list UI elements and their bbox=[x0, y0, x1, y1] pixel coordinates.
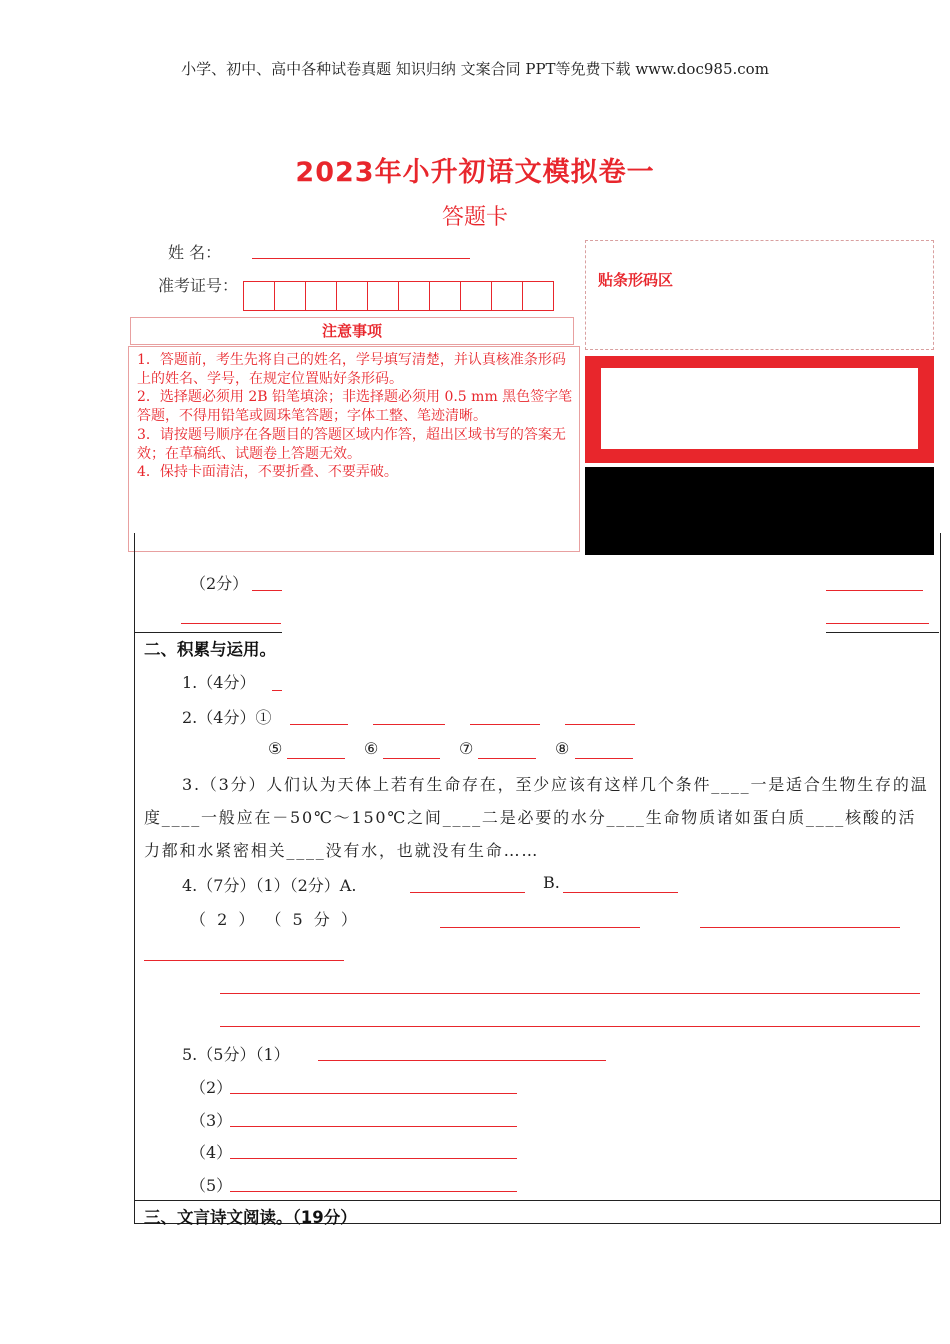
q2-mark: ⑧ bbox=[555, 739, 570, 758]
q4-answer-line[interactable] bbox=[700, 927, 900, 928]
q3-text: 3.（3分）人们认为天体上若有生命存在，至少应该有这样几个条件____一是适合生物生存的温度____一般应在－50℃～150℃之间____二是必要的水分____生命物质诸如蛋白质____核酸的活力都和水紧密相关____没有水，也就没有生命…… bbox=[144, 775, 929, 860]
section3-heading: 三、文言诗文阅读。（19分） bbox=[144, 1208, 357, 1227]
q2-label: 2.（4分）① bbox=[182, 708, 272, 727]
q2-answer-line[interactable] bbox=[287, 758, 345, 759]
section-divider bbox=[134, 1200, 940, 1201]
q4-answer-line[interactable] bbox=[220, 993, 920, 994]
page-subtitle: 答题卡 bbox=[441, 205, 508, 230]
q5-answer-line[interactable] bbox=[318, 1060, 606, 1061]
q1-answer-line[interactable] bbox=[272, 690, 282, 691]
exam-digit-cell[interactable] bbox=[461, 282, 492, 310]
section1-partial-label: （2分） bbox=[190, 574, 249, 593]
q2-answer-line[interactable] bbox=[575, 758, 633, 759]
q5-answer-line[interactable] bbox=[230, 1158, 517, 1159]
q4-answer-line[interactable] bbox=[410, 892, 525, 893]
q2-mark: ⑤ bbox=[268, 739, 283, 758]
section-divider bbox=[826, 632, 939, 633]
exam-digit-cell[interactable] bbox=[492, 282, 523, 310]
section-divider bbox=[134, 632, 282, 633]
notice-item: 2．选择题必须用 2B 铅笔填涂；非选择题必须用 0.5 mm 黑色签字笔答题，不得用铅笔或圆珠笔答题；字体工整、笔迹清晰。 bbox=[137, 389, 573, 425]
exam-digit-cell[interactable] bbox=[337, 282, 368, 310]
q2-answer-line[interactable] bbox=[383, 758, 440, 759]
name-field[interactable] bbox=[252, 258, 470, 259]
notice-item: 4．保持卡面清洁，不要折叠、不要弄破。 bbox=[137, 464, 398, 481]
notice-heading: 注意事项 bbox=[130, 317, 574, 345]
q2-mark: ⑦ bbox=[459, 739, 474, 758]
page-title: 2023年小升初语文模拟卷一 bbox=[295, 157, 655, 188]
exam-digit-cell[interactable] bbox=[430, 282, 461, 310]
notice-box bbox=[128, 346, 580, 552]
barcode-area bbox=[585, 240, 934, 350]
q1-label: 1.（4分） bbox=[182, 673, 256, 692]
q2-answer-line[interactable] bbox=[565, 724, 635, 725]
q4-answer-line[interactable] bbox=[440, 927, 640, 928]
answer-line[interactable] bbox=[252, 590, 282, 591]
q5-answer-line[interactable] bbox=[230, 1093, 517, 1094]
fill-sample-box bbox=[585, 356, 934, 463]
exam-digit-cell[interactable] bbox=[275, 282, 306, 310]
q4-answer-line[interactable] bbox=[220, 1026, 920, 1027]
exam-digit-cell[interactable] bbox=[306, 282, 337, 310]
q4-answer-line[interactable] bbox=[144, 960, 344, 961]
answer-line[interactable] bbox=[826, 590, 923, 591]
answer-line[interactable] bbox=[826, 623, 929, 624]
q2-mark: ⑥ bbox=[364, 739, 379, 758]
notice-item: 3．请按题号顺序在各题目的答题区域内作答，超出区域书写的答案无效；在草稿纸、试题卷上答题无效。 bbox=[137, 426, 566, 462]
q5-part-label: （5） bbox=[190, 1176, 233, 1195]
q4-answer-line[interactable] bbox=[563, 892, 678, 893]
q2-answer-line[interactable] bbox=[470, 724, 540, 725]
exam-digit-cell[interactable] bbox=[399, 282, 430, 310]
q5-label: 5.（5分）（1） bbox=[182, 1045, 290, 1064]
answer-line[interactable] bbox=[181, 623, 281, 624]
q4-b-label: B. bbox=[543, 873, 560, 892]
barcode-label: 贴条形码区 bbox=[598, 271, 674, 289]
q2-answer-line[interactable] bbox=[478, 758, 536, 759]
exam-number-grid[interactable] bbox=[243, 281, 554, 311]
q5-part-label: （3） bbox=[190, 1111, 233, 1130]
q2-answer-line[interactable] bbox=[373, 724, 445, 725]
name-label: 姓 名： bbox=[168, 243, 222, 262]
notice-item: 1．答题前，考生先将自己的姓名，学号填写清楚，并认真核准条形码上的姓名、学号，在规定位置贴好条形码。 bbox=[137, 352, 566, 387]
exam-number-label: 准考证号： bbox=[158, 276, 239, 295]
q5-answer-line[interactable] bbox=[230, 1191, 517, 1192]
page-header: 小学、初中、高中各种试卷真题 知识归纳 文案合同 PPT等免费下载 www.doc985.com bbox=[181, 60, 769, 78]
q4-part2-label: （ 2 ） （ 5 分 ） bbox=[190, 910, 360, 929]
q5-part-label: （2） bbox=[190, 1078, 233, 1097]
section2-heading: 二、积累与运用。 bbox=[144, 640, 276, 659]
q2-answer-line[interactable] bbox=[290, 724, 348, 725]
exam-digit-cell[interactable] bbox=[244, 282, 275, 310]
q4-label: 4.（7分）（1）（2分）A. bbox=[182, 876, 357, 895]
q5-part-label: （4） bbox=[190, 1143, 233, 1162]
exam-digit-cell[interactable] bbox=[368, 282, 399, 310]
exam-digit-cell[interactable] bbox=[523, 282, 553, 310]
q5-answer-line[interactable] bbox=[230, 1126, 517, 1127]
